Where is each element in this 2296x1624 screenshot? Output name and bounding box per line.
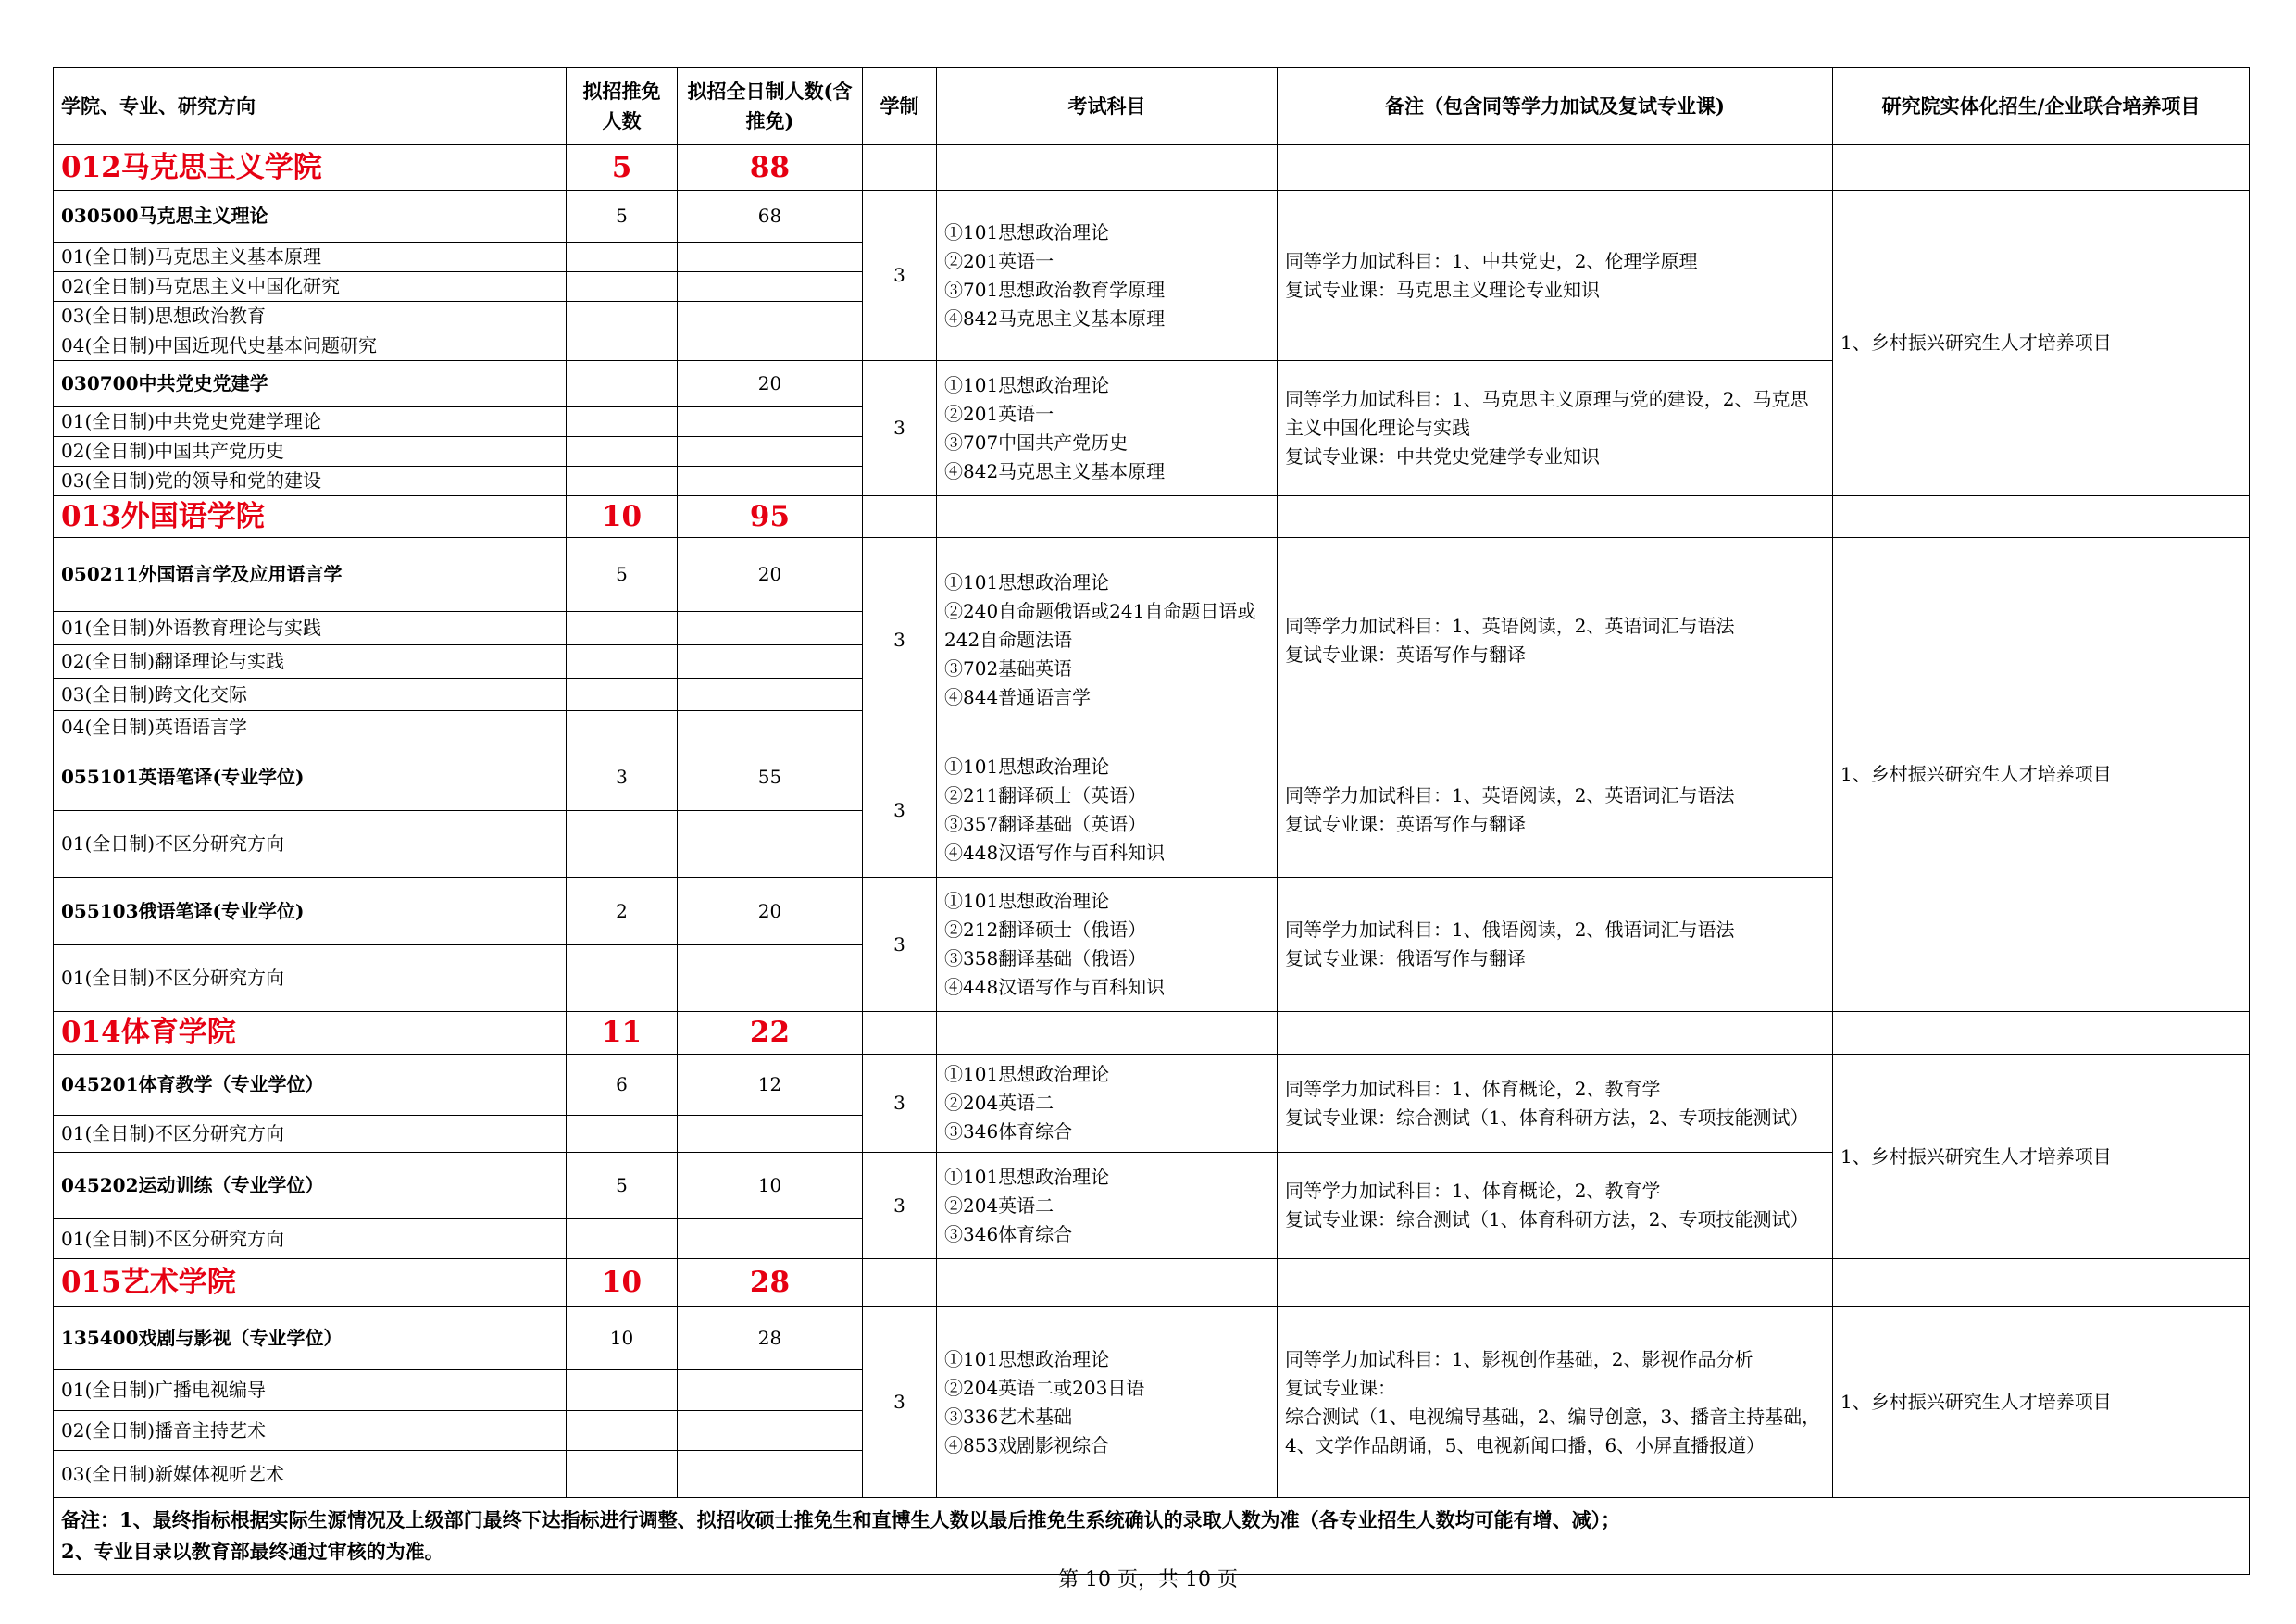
- exam-subjects: ①101思想政治理论 ②201英语一 ③707中国共产党历史 ④842马克思主义基本原理: [937, 361, 1278, 496]
- college-total: 95: [678, 496, 863, 538]
- remarks: 同等学力加试科目：1、俄语阅读，2、俄语词汇与语法 复试专业课：俄语写作与翻译: [1278, 878, 1833, 1012]
- major-total: 28: [678, 1307, 863, 1370]
- direction-name: 03(全日制)跨文化交际: [54, 679, 567, 711]
- direction-name: 02(全日制)中国共产党历史: [54, 437, 567, 467]
- direction-name: 01(全日制)不区分研究方向: [54, 811, 567, 878]
- direction-name: 03(全日制)思想政治教育: [54, 302, 567, 331]
- major-years: 3: [863, 538, 937, 743]
- direction-name: 02(全日制)马克思主义中国化研究: [54, 272, 567, 302]
- major-total: 20: [678, 538, 863, 612]
- exam-subjects: ①101思想政治理论 ②204英语二 ③346体育综合: [937, 1153, 1278, 1259]
- major-total: 12: [678, 1055, 863, 1116]
- major-recommended: 2: [567, 878, 678, 945]
- direction-name: 01(全日制)不区分研究方向: [54, 1116, 567, 1153]
- major-name: 050211外国语言学及应用语言学: [54, 538, 567, 612]
- college-name: 013外国语学院: [54, 496, 567, 538]
- exam-subjects: ①101思想政治理论 ②204英语二 ③346体育综合: [937, 1055, 1278, 1153]
- major-recommended: 6: [567, 1055, 678, 1116]
- college-row: [54, 145, 2250, 191]
- joint-project: 1、乡村振兴研究生人才培养项目: [1833, 191, 2250, 496]
- major-name: 045202运动训练（专业学位）: [54, 1153, 567, 1219]
- direction-name: 01(全日制)马克思主义基本原理: [54, 243, 567, 272]
- major-years: 3: [863, 878, 937, 1012]
- college-row: [54, 1259, 2250, 1307]
- college-recommended: 11: [567, 1012, 678, 1055]
- major-total: 20: [678, 361, 863, 407]
- direction-name: 03(全日制)党的领导和党的建设: [54, 467, 567, 496]
- college-name: 015艺术学院: [54, 1259, 567, 1307]
- direction-name: 02(全日制)翻译理论与实践: [54, 645, 567, 679]
- direction-name: 03(全日制)新媒体视听艺术: [54, 1451, 567, 1498]
- remarks: 同等学力加试科目：1、中共党史，2、伦理学原理 复试专业课：马克思主义理论专业知识: [1278, 191, 1833, 361]
- major-total: 20: [678, 878, 863, 945]
- joint-project: 1、乡村振兴研究生人才培养项目: [1833, 1055, 2250, 1259]
- major-row: [54, 538, 2250, 612]
- college-row: [54, 1012, 2250, 1055]
- major-row: [54, 191, 2250, 243]
- major-name: 135400戏剧与影视（专业学位）: [54, 1307, 567, 1370]
- remarks: 同等学力加试科目：1、体育概论，2、教育学 复试专业课：综合测试（1、体育科研方法，2、专项技能测试）: [1278, 1055, 1833, 1153]
- direction-name: 02(全日制)播音主持艺术: [54, 1411, 567, 1451]
- major-years: 3: [863, 191, 937, 361]
- major-name: 030500马克思主义理论: [54, 191, 567, 243]
- major-name: 055103俄语笔译(专业学位): [54, 878, 567, 945]
- header-recommended: 拟招推免人数: [567, 68, 678, 145]
- joint-project: 1、乡村振兴研究生人才培养项目: [1833, 1307, 2250, 1498]
- college-total: 22: [678, 1012, 863, 1055]
- direction-name: 01(全日制)不区分研究方向: [54, 1219, 567, 1259]
- header-major: 学院、专业、研究方向: [54, 68, 567, 145]
- major-recommended: [567, 361, 678, 407]
- direction-name: 04(全日制)中国近现代史基本问题研究: [54, 331, 567, 361]
- joint-project: 1、乡村振兴研究生人才培养项目: [1833, 538, 2250, 1012]
- remarks: 同等学力加试科目：1、影视创作基础，2、影视作品分析 复试专业课： 综合测试（1、电视编导基础，2、编导创意，3、播音主持基础，4、文学作品朗诵，5、电视新闻口播，6、小屏直播报道）: [1278, 1307, 1833, 1498]
- college-total: 88: [678, 145, 863, 191]
- major-row: [54, 1055, 2250, 1116]
- direction-name: 01(全日制)广播电视编导: [54, 1370, 567, 1411]
- major-total: 55: [678, 743, 863, 811]
- remarks: 同等学力加试科目：1、英语阅读，2、英语词汇与语法 复试专业课：英语写作与翻译: [1278, 538, 1833, 743]
- exam-subjects: ①101思想政治理论 ②201英语一 ③701思想政治教育学原理 ④842马克思主义基本原理: [937, 191, 1278, 361]
- college-row: [54, 496, 2250, 538]
- major-years: 3: [863, 361, 937, 496]
- direction-name: 01(全日制)外语教育理论与实践: [54, 612, 567, 645]
- header-total: 拟招全日制人数(含推免): [678, 68, 863, 145]
- exam-subjects: ①101思想政治理论 ②212翻译硕士（俄语） ③358翻译基础（俄语） ④448汉语写作与百科知识: [937, 878, 1278, 1012]
- college-recommended: 10: [567, 1259, 678, 1307]
- college-recommended: 5: [567, 145, 678, 191]
- header-remarks: 备注（包含同等学力加试及复试专业课): [1278, 68, 1833, 145]
- direction-name: 01(全日制)不区分研究方向: [54, 945, 567, 1012]
- college-name: 012马克思主义学院: [54, 145, 567, 191]
- major-total: 68: [678, 191, 863, 243]
- header-row: [54, 68, 2250, 145]
- major-recommended: 3: [567, 743, 678, 811]
- major-recommended: 5: [567, 538, 678, 612]
- catalog-table: [53, 67, 2250, 1575]
- major-years: 3: [863, 743, 937, 878]
- header-subjects: 考试科目: [937, 68, 1278, 145]
- college-name: 014体育学院: [54, 1012, 567, 1055]
- direction-name: 04(全日制)英语语言学: [54, 711, 567, 743]
- major-recommended: 10: [567, 1307, 678, 1370]
- major-row: [54, 1307, 2250, 1370]
- header-years: 学制: [863, 68, 937, 145]
- major-name: 045201体育教学（专业学位）: [54, 1055, 567, 1116]
- major-years: 3: [863, 1307, 937, 1498]
- major-recommended: 5: [567, 191, 678, 243]
- note-text: 备注：1、最终指标根据实际生源情况及上级部门最终下达指标进行调整、拟招收硕士推免生和直博生人数以最后推免生系统确认的录取人数为准（各专业招生人数均可能有增、减）； 2、专业目录以教育部最终通过审核的为准。: [54, 1498, 2250, 1575]
- major-total: 10: [678, 1153, 863, 1219]
- major-recommended: 5: [567, 1153, 678, 1219]
- college-total: 28: [678, 1259, 863, 1307]
- major-years: 3: [863, 1055, 937, 1153]
- major-years: 3: [863, 1153, 937, 1259]
- major-name: 055101英语笔译(专业学位): [54, 743, 567, 811]
- remarks: 同等学力加试科目：1、体育概论，2、教育学 复试专业课：综合测试（1、体育科研方法，2、专项技能测试）: [1278, 1153, 1833, 1259]
- direction-name: 01(全日制)中共党史党建学理论: [54, 407, 567, 437]
- exam-subjects: ①101思想政治理论 ②211翻译硕士（英语） ③357翻译基础（英语） ④448汉语写作与百科知识: [937, 743, 1278, 878]
- exam-subjects: ①101思想政治理论 ②204英语二或203日语 ③336艺术基础 ④853戏剧影视综合: [937, 1307, 1278, 1498]
- major-name: 030700中共党史党建学: [54, 361, 567, 407]
- exam-subjects: ①101思想政治理论 ②240自命题俄语或241自命题日语或242自命题法语 ③702基础英语 ④844普通语言学: [937, 538, 1278, 743]
- page-number: 第 10 页，共 10 页: [1058, 1568, 1238, 1592]
- remarks: 同等学力加试科目：1、马克思主义原理与党的建设，2、马克思主义中国化理论与实践 复试专业课：中共党史党建学专业知识: [1278, 361, 1833, 496]
- header-project: 研究院实体化招生/企业联合培养项目: [1833, 68, 2250, 145]
- college-recommended: 10: [567, 496, 678, 538]
- remarks: 同等学力加试科目：1、英语阅读，2、英语词汇与语法 复试专业课：英语写作与翻译: [1278, 743, 1833, 878]
